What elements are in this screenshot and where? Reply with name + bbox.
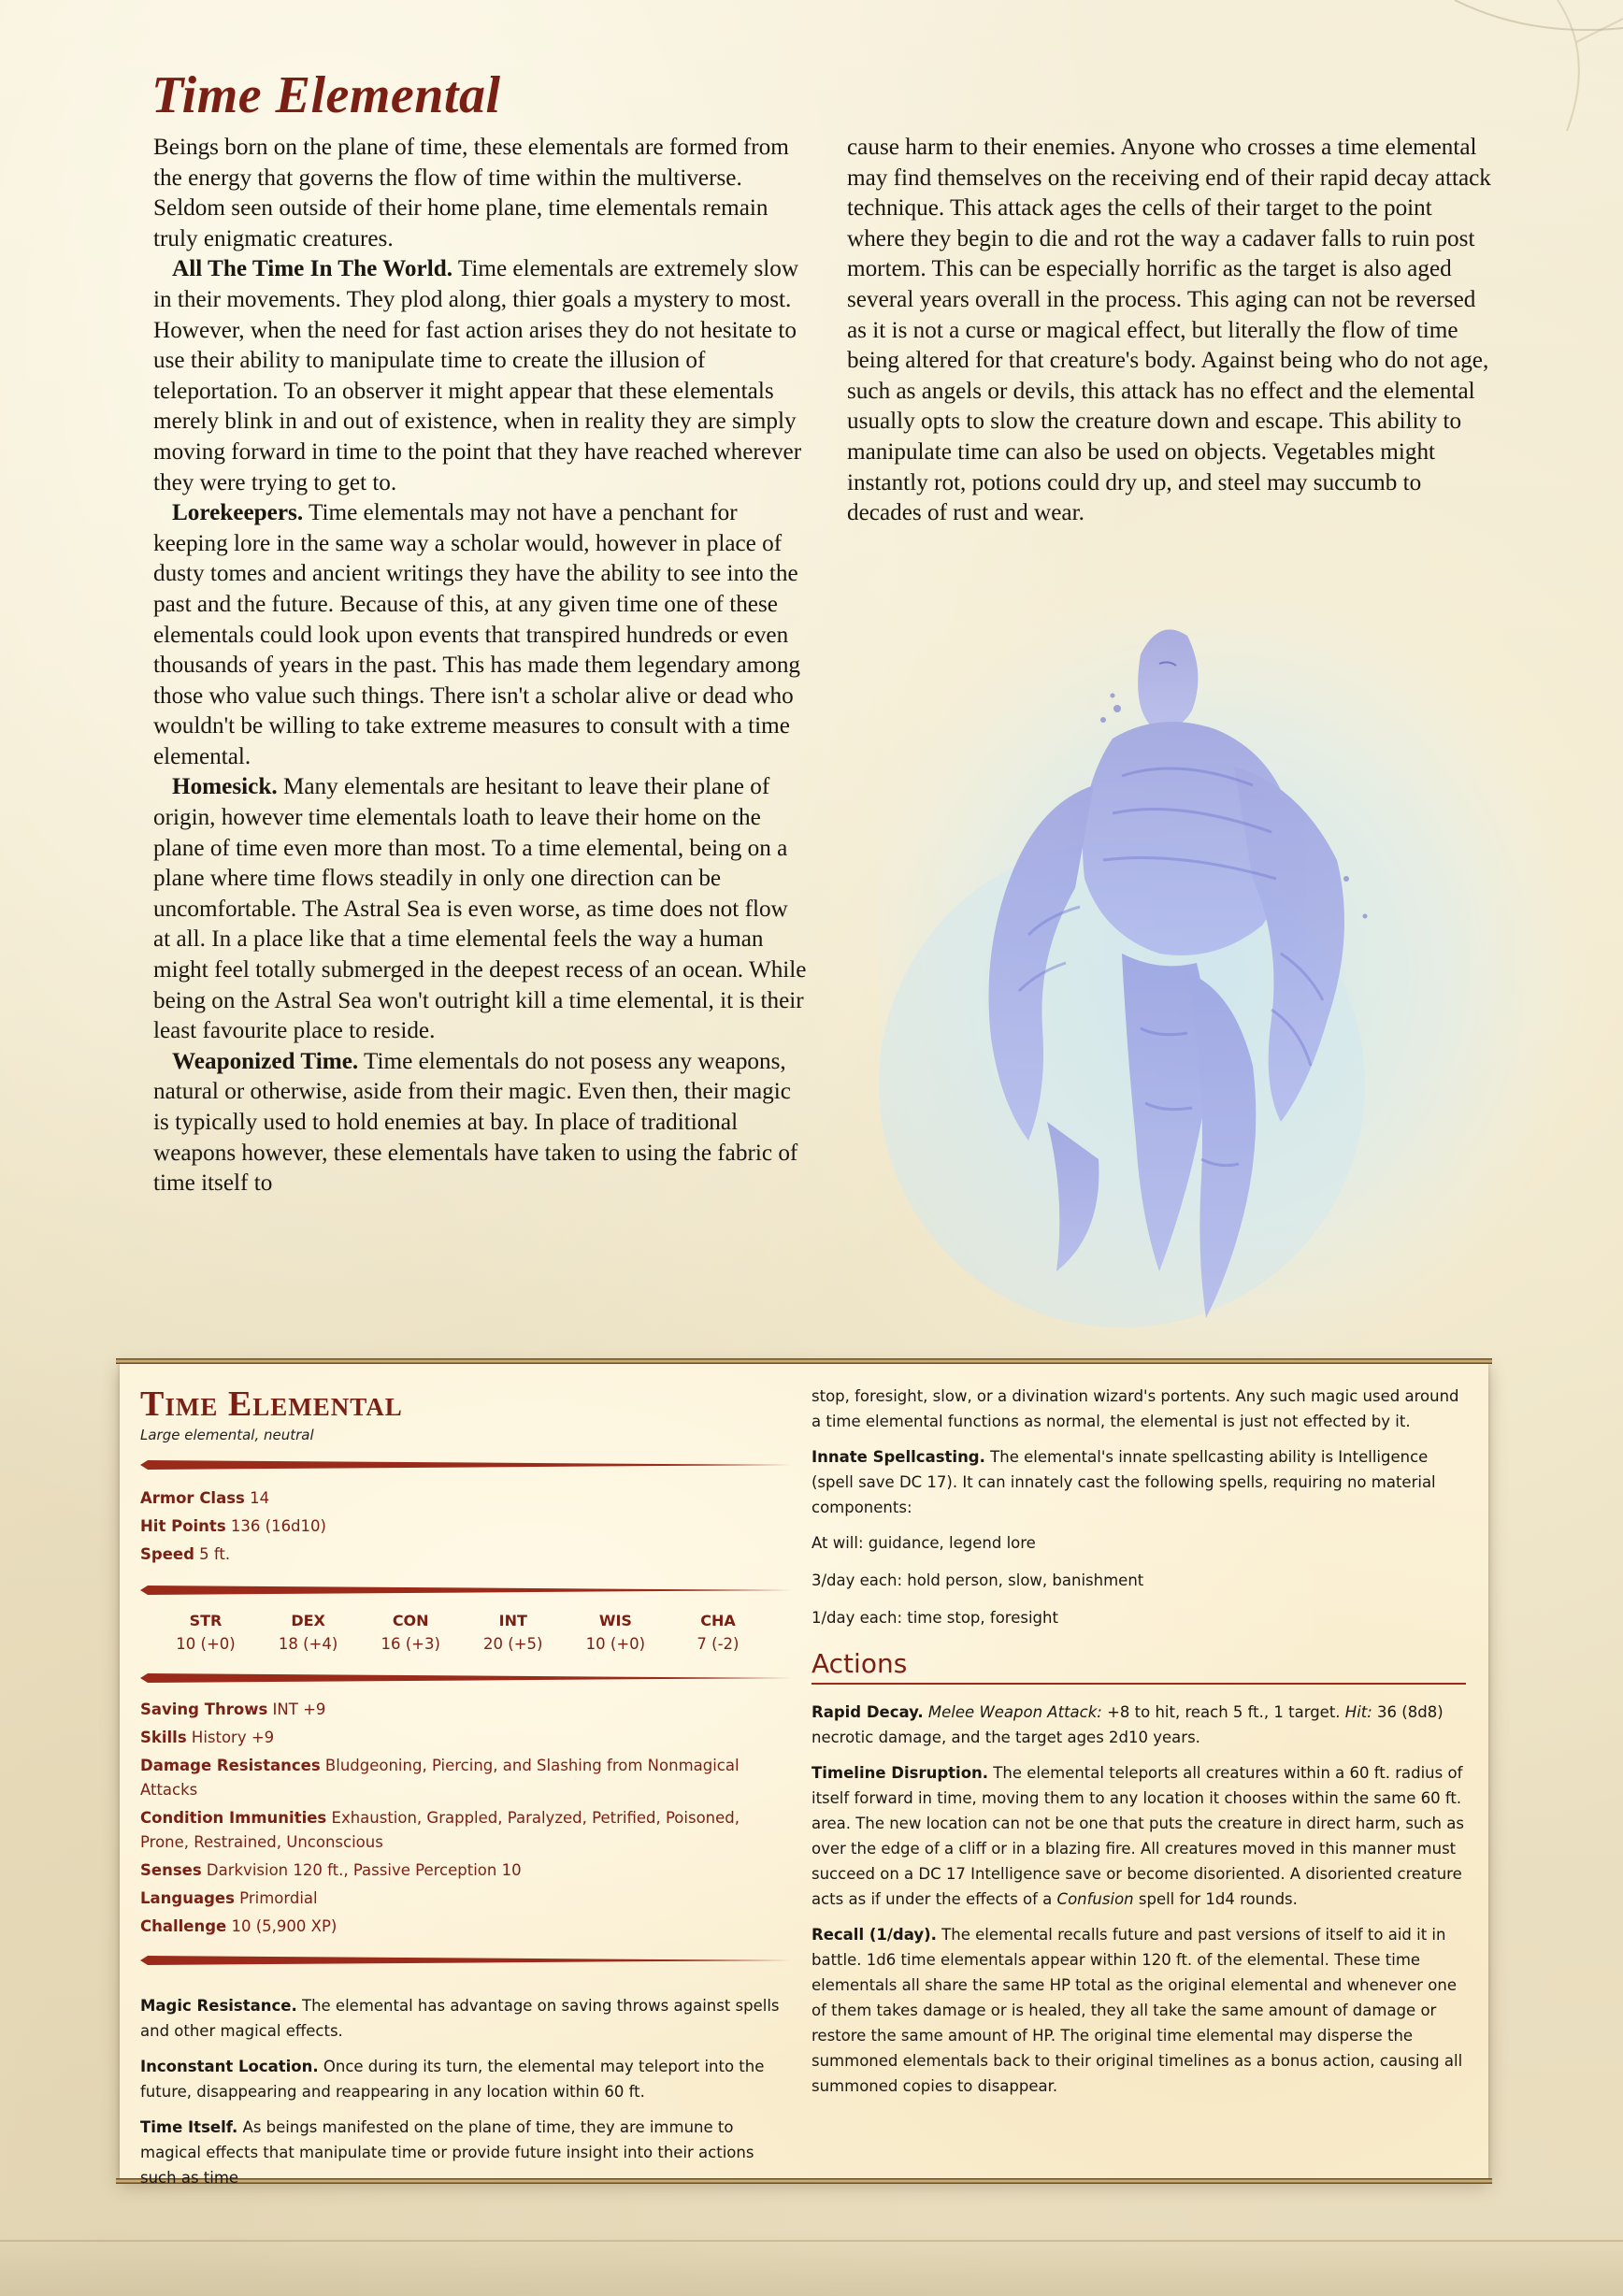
ability-cha — [671, 1610, 765, 1657]
stat-block-right-column — [812, 1384, 1466, 2109]
damage-resistances-label: Damage Resistances — [140, 1757, 321, 1774]
spell-list-3-per-day: 3/day each: hold person, slow, banishment — [812, 1571, 1144, 1589]
armor-class — [140, 1485, 791, 1513]
spell-list-at-will: At will: guidance, legend lore — [812, 1534, 1036, 1552]
action-name: Recall (1/day). — [812, 1926, 937, 1944]
action-recall — [812, 1922, 1466, 2099]
attack-type: Melee Weapon Attack: — [927, 1703, 1102, 1721]
action-text: +8 to hit, reach 5 ft., 1 target. — [1101, 1703, 1345, 1721]
section-text: Many elementals are hesitant to leave their plane of origin, however time elementals loath to leave their home on the plane of time even more than most. To a time elemental, being on a plane where time flows steadily in only one direction can be uncomfortable. The Astral Sea is even worse, as time does not flow at all. In a place like that a time elemental feels the way a human might feel totally submerged in the deepest recess of an ocean. While being on the Astral Sea won't outright kill a time elemental, it is their least favourite place to reside. — [153, 774, 807, 1044]
actions-heading: Actions — [812, 1647, 1466, 1685]
corner-ornament — [1417, 0, 1623, 131]
tapered-rule — [140, 1954, 791, 1967]
trait-text: The elemental has advantage on saving throws against spells and other magical effects. — [140, 1997, 780, 2040]
action-timeline-disruption — [812, 1760, 1466, 1912]
spell-name: Confusion — [1056, 1890, 1134, 1908]
challenge-value: 10 (5,900 XP) — [231, 1917, 338, 1935]
trait-name: Time Itself. — [140, 2118, 238, 2136]
saving-throws-label: Saving Throws — [140, 1700, 268, 1718]
section-heading: Homesick. — [172, 774, 278, 800]
ability-value: 20 (+5) — [483, 1635, 543, 1653]
senses — [140, 1858, 791, 1883]
speed-value: 5 ft. — [199, 1545, 231, 1563]
ability-value: 16 (+3) — [381, 1635, 440, 1653]
ability-name: CON — [392, 1612, 429, 1629]
action-text: The elemental teleports all creatures within a 60 ft. radius of itself forward in time, moving them to any location it chooses within the same 60 ft. area. The new location can not be one that puts the creature in direct harm, such as over the edge of a cliff or in a blazing fire. All creatures moved in this manner must succeed on a DC 17 Intelligence save or become disoriented. A disoriented creature acts as if under the effects of a — [812, 1764, 1464, 1908]
trait-text: Once during its turn, the elemental may teleport into the future, disappearing and reappearing in any location within 60 ft. — [140, 2058, 765, 2101]
stat-block-left-column — [140, 1384, 791, 2201]
ability-int — [467, 1610, 560, 1657]
saving-throws — [140, 1698, 791, 1722]
action-name: Rapid Decay. — [812, 1703, 924, 1721]
left-column — [153, 133, 808, 1199]
trait-magic-resistance — [140, 1993, 791, 2044]
tapered-rule — [140, 1458, 791, 1471]
creature-type: Large elemental, neutral — [140, 1427, 314, 1443]
section-paragraph — [153, 254, 808, 498]
stat-block-top-border — [116, 1358, 1492, 1364]
hit-points — [140, 1513, 791, 1541]
section-text: Time elementals do not posess any weapons, natural or otherwise, aside from their magic. Even then, their magic is typically used to hold enemies at bay. In place of traditional weapons however, these elementals have taken to using the fabric of time itself to — [153, 1048, 798, 1197]
hit-points-value: 136 (16d10) — [230, 1517, 326, 1535]
time-elemental-illustration — [879, 598, 1589, 1384]
challenge-label: Challenge — [140, 1917, 227, 1935]
condition-immunities-label: Condition Immunities — [140, 1809, 327, 1827]
intro-paragraph: Beings born on the plane of time, these elementals are formed from the energy that governs the flow of time within the multiverse. Seldom seen outside of their home plane, time elementals remain truly enigmatic creatures. — [153, 135, 789, 251]
ability-value: 10 (+0) — [585, 1635, 646, 1653]
trait-innate-spellcasting — [812, 1444, 1466, 1520]
trait-text: The elemental's innate spellcasting ability is Intelligence (spell save DC 17). It can innately cast the following spells, requiring no material components: — [812, 1448, 1436, 1516]
languages — [140, 1887, 791, 1911]
skills — [140, 1726, 791, 1750]
section-heading: All The Time In The World. — [172, 256, 453, 282]
hit-points-label: Hit Points — [140, 1517, 226, 1535]
ability-scores — [140, 1610, 791, 1657]
action-text: spell for 1d4 rounds. — [1133, 1890, 1298, 1908]
right-column — [847, 133, 1492, 529]
page-title: Time Elemental — [151, 66, 501, 124]
tapered-rule — [140, 1584, 791, 1597]
ability-value: 10 (+0) — [176, 1635, 236, 1653]
creature-properties — [140, 1698, 791, 1939]
damage-resistances — [140, 1754, 791, 1802]
ability-str — [159, 1610, 252, 1657]
senses-value: Darkvision 120 ft., Passive Perception 10 — [206, 1861, 522, 1879]
action-text: 36 (8d8) necrotic damage, and the target ages 2d10 years. — [812, 1703, 1443, 1746]
condition-immunities — [140, 1806, 791, 1855]
ability-dex — [262, 1610, 355, 1657]
action-rapid-decay — [812, 1700, 1466, 1750]
action-text: The elemental recalls future and past versions of itself to aid it in battle. 1d6 time elementals appear within 120 ft. of the elemental. These time elementals all share the same HP total as the original elemental and whenever one of them takes damage or is healed, they all take the same amount of damage or restore the same amount of HP. The original time elemental may disperse the summoned elementals back to their original timelines as a bonus action, causing all summoned copies to disappear. — [812, 1926, 1463, 2095]
ability-name: CHA — [700, 1612, 736, 1629]
action-name: Timeline Disruption. — [812, 1764, 989, 1782]
tapered-rule — [140, 1672, 791, 1685]
ability-value: 18 (+4) — [278, 1635, 338, 1653]
section-heading: Weaponized Time. — [172, 1048, 359, 1074]
trait-name: Magic Resistance. — [140, 1997, 297, 2015]
section-text: Time elementals are extremely slow in their movements. They plod along, thier goals a mystery to most. However, when the need for fast action arises they do not hesitate to use their ability to manipulate time to create the illusion of teleportation. To an observer it might appear that these elementals merely blink in and out of existence, when in reality they are simply moving forward in time to the point that they have reached wherever they were trying to get to. — [153, 256, 802, 495]
section-paragraph — [153, 1047, 808, 1199]
ability-name: STR — [189, 1612, 223, 1629]
creature-name: Time Elemental — [140, 1385, 403, 1424]
stat-block — [120, 1363, 1488, 2187]
ability-con — [364, 1610, 457, 1657]
ability-name: DEX — [291, 1612, 325, 1629]
section-paragraph — [153, 772, 808, 1046]
ability-wis — [568, 1610, 662, 1657]
page-footer-band — [0, 2231, 1623, 2296]
section-paragraph — [153, 498, 808, 772]
skills-label: Skills — [140, 1729, 187, 1746]
trait-time-itself — [140, 2115, 791, 2190]
trait-text: As beings manifested on the plane of time, they are immune to magical effects that manipulate time or provide future insight into their actions such as time — [140, 2118, 754, 2187]
languages-label: Languages — [140, 1889, 235, 1907]
spell-list-1-per-day: 1/day each: time stop, foresight — [812, 1609, 1058, 1627]
section-heading: Lorekeepers. — [172, 500, 304, 526]
trait-name: Innate Spellcasting. — [812, 1448, 985, 1466]
trait-name: Inconstant Location. — [140, 2058, 319, 2075]
saving-throws-value: INT +9 — [272, 1700, 326, 1718]
challenge — [140, 1915, 791, 1939]
ability-value: 7 (-2) — [697, 1635, 740, 1653]
condition-immunities-value: Exhaustion, Grappled, Paralyzed, Petrified, Poisoned, Prone, Restrained, Unconscious — [140, 1809, 740, 1851]
hit-label: Hit: — [1344, 1703, 1372, 1721]
trait-inconstant-location — [140, 2054, 791, 2104]
armor-class-value: 14 — [250, 1489, 270, 1507]
continued-paragraph: cause harm to their enemies. Anyone who crosses a time elemental may find themselves on the receiving end of their rapid decay attack technique. This attack ages the cells of their target to the point where they begin to die and rot the way a cadaver falls to ruin post mortem. This can be especially horrific as the target is also aged several years overall in the process. This aging can not be reversed as it is not a curse or magical effect, but literally the flow of time being altered for that creature's body. Against being who do not age, such as angels or devils, this attack has no effect and the elemental usually opts to slow the creature down and escape. This ability to manipulate time can also be used on objects. Vegetables might instantly rot, potions could dry up, and steel may succumb to decades of rust and wear. — [847, 135, 1491, 526]
languages-value: Primordial — [239, 1889, 318, 1907]
armor-class-label: Armor Class — [140, 1489, 245, 1507]
skills-value: History +9 — [191, 1729, 275, 1746]
damage-resistances-value: Bludgeoning, Piercing, and Slashing from Nonmagical Attacks — [140, 1757, 740, 1799]
ability-name: WIS — [598, 1612, 632, 1629]
senses-label: Senses — [140, 1861, 202, 1879]
speed-label: Speed — [140, 1545, 194, 1563]
speed — [140, 1541, 791, 1569]
ability-name: INT — [498, 1612, 527, 1629]
section-text: Time elementals may not have a penchant for keeping lore in the same way a scholar would, however in place of dusty tomes and ancient writings they have the ability to see into the past and the future. Because of this, at any given time one of these elementals could look upon events that transpired hundreds or even thousands of years in the past. This has made them legendary among those who value such things. There isn't a scholar alive or dead who wouldn't be willing to take extreme measures to consult with a time elemental. — [153, 500, 801, 769]
trait-time-itself-continued: stop, foresight, slow, or a divination wizard's portents. Any such magic used around a time elemental functions as normal, the elemental is just not effected by it. — [812, 1387, 1459, 1430]
